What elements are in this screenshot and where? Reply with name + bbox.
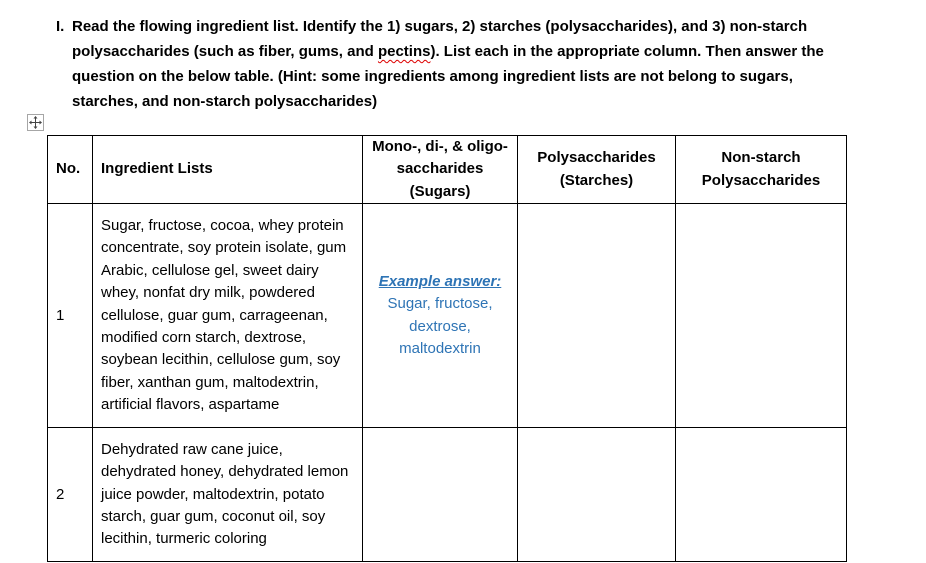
table-row [48,428,847,562]
question-text-part-1: Read the flowing ingredient list. Identify the 1) sugars, 2) starches (polysaccharides), and 3) non-starch polysaccharides (such as fiber, gums, and [72,18,808,60]
ingredient-list-cell[interactable]: Dehydrated raw cane juice, dehydrated honey, dehydrated lemon juice powder, maltodextrin, potato starch, guar gum, coconut oil, soy lecithin, turmeric coloring [93,428,363,562]
header-no[interactable]: No. [48,136,93,204]
row-number[interactable]: 1 [48,204,93,428]
header-nonstarch[interactable]: Non-starch Polysaccharides [676,136,847,204]
table-move-handle-icon[interactable] [27,114,44,131]
nonstarch-answer-cell[interactable] [676,204,847,428]
ingredient-list-cell[interactable]: Sugar, fructose, cocoa, whey protein concentrate, soy protein isolate, gum Arabic, cellulose gel, sweet dairy whey, nonfat dry milk, powdered cellulose, guar gum, carrageenan, modified corn starch, dextrose, soybean lecithin, cellulose gum, soy fiber, xanthan gum, maltodextrin, artificial flavors, aspartame [93,204,363,428]
question-text [72,14,846,114]
starches-answer-cell[interactable] [518,204,676,428]
header-ingredient-lists[interactable]: Ingredient Lists [93,136,363,204]
starches-answer-cell[interactable] [518,428,676,562]
header-sugars[interactable]: Mono-, di-, & oligo-saccharides (Sugars) [363,136,518,204]
nonstarch-answer-cell[interactable] [676,428,847,562]
spellcheck-flagged-word[interactable]: pectins [377,43,431,60]
question-prompt [56,14,846,114]
example-answer-title: Example answer: [378,272,502,290]
ingredient-table [47,135,847,562]
example-answer-body: Sugar, fructose, dextrose, maltodextrin [387,295,493,358]
table-header-row [48,136,847,204]
question-number: I. [56,18,65,35]
sugars-answer-cell[interactable] [363,428,518,562]
table-row [48,204,847,428]
sugars-answer-cell[interactable] [363,204,518,428]
move-arrows-icon [28,115,43,130]
row-number[interactable]: 2 [48,428,93,562]
question-text-part-2: ). List each in the appropriate column. Then answer the question on the below table. (Hint: some ingredients among ingredient lists are not belong to sugars, starches, and non-starch polysaccharides) [72,43,824,110]
header-starches[interactable]: Polysaccharides (Starches) [518,136,676,204]
